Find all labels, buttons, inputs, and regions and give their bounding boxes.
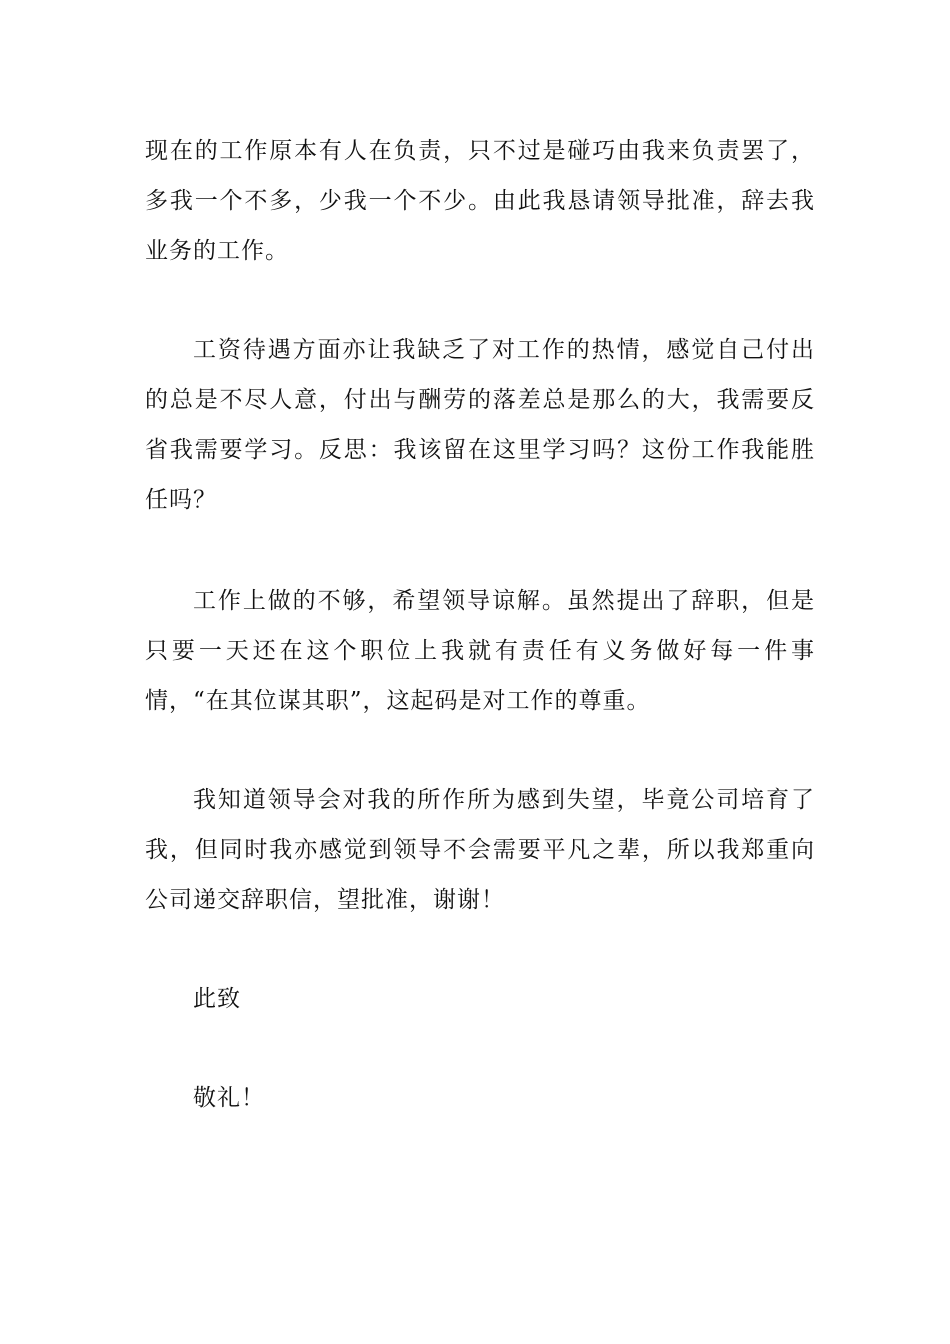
- paragraph-salary: 工资待遇方面亦让我缺乏了对工作的热情，感觉自己付出的总是不尽人意，付出与酬劳的落差总是那么的大，我需要反省我需要学习。反思：我该留在这里学习吗？这份工作我能胜任吗？: [145, 337, 815, 513]
- closing-line: 此致: [193, 986, 241, 1012]
- paragraph-resignation-request: 我知道领导会对我的所作所为感到失望，毕竟公司培育了我，但同时我亦感觉到领导不会需要平凡之辈，所以我郑重向公司递交辞职信，望批准，谢谢！: [145, 787, 815, 913]
- salutation-line: 敬礼！: [193, 1085, 265, 1111]
- paragraph-continuation: 现在的工作原本有人在负责，只不过是碰巧由我来负责罢了，多我一个不多，少我一个不少。由此我恳请领导批准，辞去我业务的工作。: [145, 138, 815, 264]
- paragraph-responsibility: 工作上做的不够，希望领导谅解。虽然提出了辞职，但是只要一天还在这个职位上我就有责任有义务做好每一件事情，“在其位谋其职”，这起码是对工作的尊重。: [145, 588, 815, 714]
